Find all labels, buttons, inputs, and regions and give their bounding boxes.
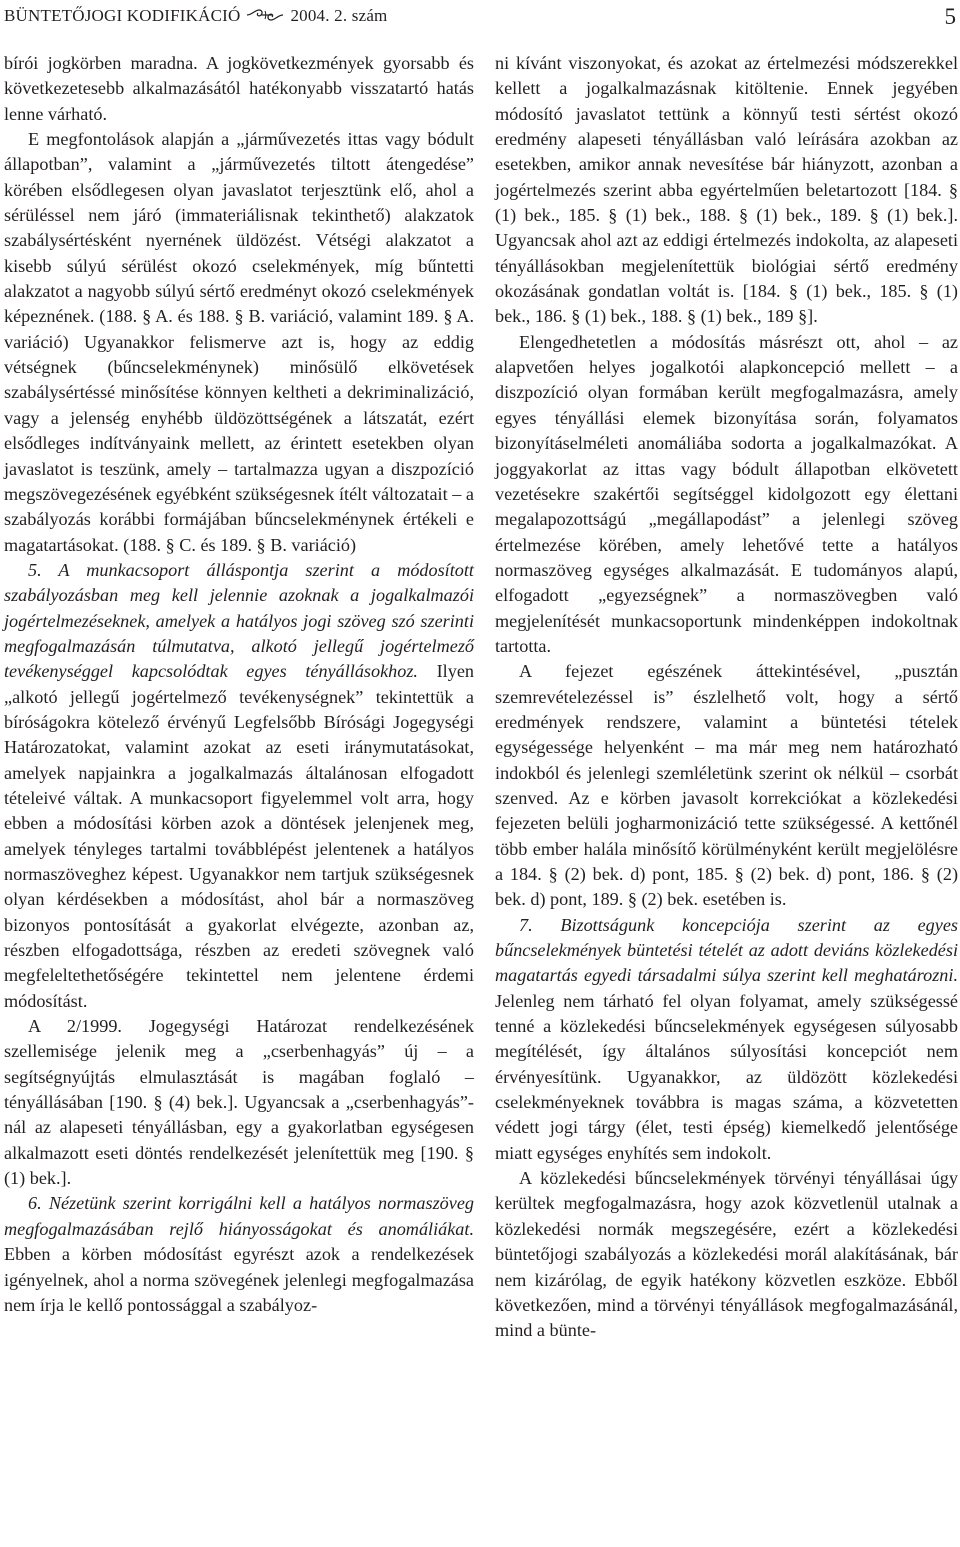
paragraph-text: Ebben a körben módosítást egyrészt azok a rendelkezések igényelnek, ahol a norma szövegének jelenlegi megfogalmazása nem írja le kellő pontossággal a szabályoz- <box>4 1244 474 1315</box>
page-number: 5 <box>944 4 956 29</box>
right-column <box>495 51 958 1344</box>
paragraph <box>4 558 474 1014</box>
italic-thesis: 6. Nézetünk szerint korrigálni kell a hatályos normaszöveg megfogalmazásában rejlő hiányosságokat és anomáliákat. <box>4 1193 474 1239</box>
paragraph: A 2/1999. Jogegységi Határozat rendelkezésének szellemisége jelenik meg a „cserbenhagyás” új – a segítségnyújtás elmulasztását is magában foglaló – tényállásában [190. § (4) bek.]. Ugyancsak a „cserbenhagyás”-nál az alapeseti tényállásban, egy a gyakorlatban egységesen alkalmazott eseti döntés rendelkezését jelenítettük meg [190. § (1) bek.]. <box>4 1016 474 1189</box>
paragraph-text: Jelenleg nem tárható fel olyan folyamat, amely szükségessé tenné a közlekedési bűncselekmények egységesen súlyosabb megítélését, így általános súlyosítási koncepciót nem érvényesítünk. Ugyanakkor, az üldözött közlekedési cselekményeknek továbbra is magas száma, a közvetetten védett jogi tárgy (élet, testi épség) kiemelkedő jelentősége miatt egységes enyhítés sem indokolt. <box>495 990 958 1163</box>
paragraph <box>495 913 958 1166</box>
paragraph: bírói jogkörben maradna. A jogkövetkezmények gyorsabb és következetesebb alkalmazásától hatékonyabb visszatartó hatás lenne várható. <box>4 53 474 124</box>
paragraph: A fejezet egészének áttekintésével, „pusztán szemrevételezéssel is” észlelhető volt, hogy a sértő eredmények rendszere, valamint a büntetési tételek egységessége helyenként – ma már meg nem határozható indokból és jelenlegi szemléletünk szerint ok nélkül – csorbát szenved. Az e körben javasolt korrekciókat a közlekedési fejezeten belüli jogharmonizáció tette szükségessé. A kettőnél több ember halála minősítő körülményként került megjelölésre a 184. § (2) bek. d) pont, 185. § (2) bek. d) pont, 186. § (2) bek. d) pont, 189. § (2) bek. esetében is. <box>495 661 958 910</box>
paragraph: E megfontolások alapján a „járművezetés ittas vagy bódult állapotban”, valamint a „járművezetés tiltott átengedése” körében elsődlegesen olyan javaslatot terjesztünk elő, ahol a sérüléssel nem járó (immateriálisnak tekinthető) alakzatok szabálysértésként nyernének üldözést. Vétségi alakzatot a kisebb súlyú sérülést okozó cselekmények, míg bűntetti alakzatot a nagyobb súlyú sértő eredményt okozó cselekmények képeznének. (188. § A. és 188. § B. variáció, valamint 189. § A. variáció) Ugyanakkor felismerve azt is, hogy az eddig vétségnek (bűncselekménynek) minősülő elkövetések szabálysértéssé minősítése könnyen keltheti a dekriminalizáció, vagy a jelenség enyhébb üldözöttségének a látszatát, ezért elsődleges indítványaink mellett, az érintett esetekben olyan javaslatot is teszünk, amely – tartalmazza ugyan a diszpozíció megszövegezésének egyébként szükségesnek ítélt változatait – a szabályozás korábbi formájában bűncselekménynek értékeli e magatartásokat. (188. § C. és 189. § B. variáció) <box>4 129 474 555</box>
paragraph: ni kívánt viszonyokat, és azokat az értelmezési módszerekkel kellett a jogalkalmazásnak kitöltenie. Ennek jegyében módosító javaslatot tettünk a könnyű testi sértést okozó eredmény alapeseti tényállásban való leírására azokban az esetekben, amikor annak nevesítése bár hiányzott, azonban a jogértelmezés szerint abba egyértelműen beletartozott [184. § (1) bek., 185. § (1) bek., 188. § (1) bek., 189. § (1) bek.]. Ugyancsak ahol azt az eddigi értelmezés indokolta, az alapeseti tényállásokban megjelenítettük biológiai sértő eredmény okozásának gondatlan voltát is. [184. § (1) bek., 185. § (1) bek., 186. § (1) bek., 188. § (1) bek., 189 §]. <box>495 53 958 327</box>
paragraph: A közlekedési bűncselekmények törvényi tényállásai úgy kerültek megfogalmazásra, hogy azok közvetlenül utalnak a közlekedési normák megszegésére, ezért a közlekedési büntetőjogi szabályozás a közlekedési morál alakításának, bár nem kizárólag, de egyik hatékony közvetlen eszköze. Ebből következően, mind a törvényi tényállások megfogalmazásánál, mind a bünte- <box>495 1168 958 1341</box>
scroll-ornament-icon <box>246 6 284 22</box>
paragraph-text: Ilyen „alkotó jellegű jogértelmező tevékenységnek” tekintettük a bíróságokra kötelező érvényű Legfelsőbb Bírósági Jogegységi Határozatokat, valamint azokat az eseti iránymutatásokat, amelyek napjainkra a jogalkalmazás általánosan elfogadott tételeivé váltak. A munkacsoport figyelemmel volt arra, hogy ebben a módosítási körben azok a döntések jelenjenek meg, amelyek tényleges tartalmi továbblépést jelentenek a hatályos normaszöveghez képest. Ugyanakkor nem tartjuk szükségesnek olyan kérdésekben a módosítást, ahol bár a normaszöveg bizonyos pontosítását a gyakorlat elvégezte, azonban az, részben elfogadottsága, részben az eredeti szövegnek való megfeleltethetőségére tekintettel nem jelentene érdemi módosítást. <box>4 661 474 1011</box>
left-column <box>4 51 474 1318</box>
issue-label: 2004. 2. szám <box>290 6 388 25</box>
running-header <box>4 4 956 34</box>
header-left <box>4 4 387 28</box>
paragraph <box>4 1191 474 1318</box>
paragraph: Elengedhetetlen a módosítás másrészt ott, ahol – az alapvetően helyes jogalkotói alapkoncepció mellett – a diszpozíció olyan formában került megfogalmazásra, amely egyes tényállási elemek bizonyítása során, folyamatos bizonyításelméleti anomáliába sodorta a jogalkalmazókat. A joggyakorlat az ittas vagy bódult állapotban elkövetett vezetésekre szakértői segítséggel kidolgozott egy élettani megalapozottságú „megállapodást” a jelenlegi szöveg értelmezése körében, amely lehetővé tette a hatályos normaszöveg egységes alkalmazását. E tudományos alapú, elfogadott „egyezségnek” a normaszövegben való megjelenítését munkacsoportunk mindenképpen indokoltnak tartotta. <box>495 331 958 656</box>
journal-title: BÜNTETŐJOGI KODIFIKÁCIÓ <box>4 6 241 25</box>
italic-thesis: 7. Bizottságunk koncepciója szerint az egyes bűncselekmények büntetési tételét az adott deviáns közlekedési magatartás egyedi társadalmi súlya szerint kell meghatározni. <box>495 914 958 986</box>
italic-thesis: 5. A munkacsoport álláspontja szerint a módosított szabályozásban meg kell jelennie azoknak a jogalkalmazói jogértelmezéseknek, amelyek a hatályos jogi szöveg szó szerinti megfogalmazásán túlmutatva, alkotó jellegű jogértelmező tevékenységgel kapcsolódtak egyes tényállásokhoz. <box>4 559 474 682</box>
